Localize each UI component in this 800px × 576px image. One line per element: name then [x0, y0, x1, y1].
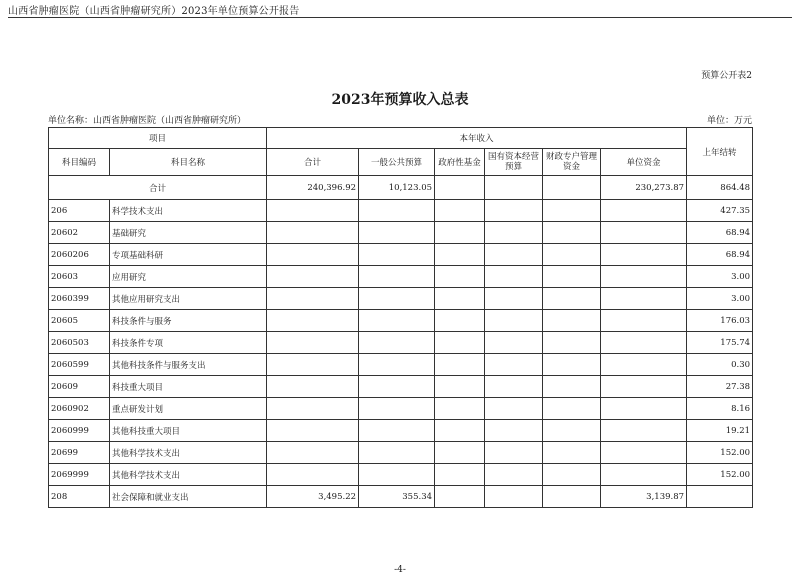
- cell-unit-fund: [601, 244, 687, 266]
- table-row: [49, 376, 753, 398]
- cell-total: [267, 266, 359, 288]
- table-row: [49, 288, 753, 310]
- cell-gov-fund: [435, 310, 485, 332]
- document-header-title: 山西省肿瘤医院（山西省肿瘤研究所）2023年单位预算公开报告: [8, 6, 300, 17]
- cell-total: [267, 200, 359, 222]
- cell-state-capital: [485, 266, 543, 288]
- cell-prev-balance: 3.00: [687, 288, 753, 310]
- cell-state-capital: [485, 310, 543, 332]
- cell-prev-balance: [687, 486, 753, 508]
- cell-total: [267, 354, 359, 376]
- header-income-group: 本年收入: [267, 128, 687, 149]
- cell-general-budget: [359, 398, 435, 420]
- cell-general-budget: [359, 354, 435, 376]
- cell-state-capital: [485, 288, 543, 310]
- cell-name: 科技条件专项: [110, 332, 267, 354]
- cell-unit-fund: [601, 222, 687, 244]
- cell-total: [267, 288, 359, 310]
- cell-name: 其他应用研究支出: [110, 288, 267, 310]
- cell-state-capital: [485, 420, 543, 442]
- cell-code: 20603: [49, 266, 110, 288]
- cell-prev-balance: 152.00: [687, 442, 753, 464]
- cell-state-capital: [485, 376, 543, 398]
- cell-name: 其他科学技术支出: [110, 464, 267, 486]
- cell-gov-fund: [435, 398, 485, 420]
- cell-prev-balance: 176.03: [687, 310, 753, 332]
- total-row-gov-fund: [435, 176, 485, 200]
- cell-state-capital: [485, 398, 543, 420]
- cell-special-fund: [543, 420, 601, 442]
- cell-unit-fund: [601, 354, 687, 376]
- cell-unit-fund: [601, 442, 687, 464]
- cell-gov-fund: [435, 464, 485, 486]
- cell-state-capital: [485, 464, 543, 486]
- total-row-label: 合计: [49, 176, 267, 200]
- cell-code: 2060399: [49, 288, 110, 310]
- cell-gov-fund: [435, 288, 485, 310]
- table-header-row-2: [49, 149, 753, 176]
- cell-unit-fund: [601, 200, 687, 222]
- total-row-total: 240,396.92: [267, 176, 359, 200]
- total-row-general-budget: 10,123.05: [359, 176, 435, 200]
- cell-general-budget: [359, 288, 435, 310]
- cell-gov-fund: [435, 200, 485, 222]
- cell-special-fund: [543, 398, 601, 420]
- cell-code: 2060599: [49, 354, 110, 376]
- cell-gov-fund: [435, 266, 485, 288]
- cell-general-budget: [359, 332, 435, 354]
- header-total: 合计: [267, 149, 359, 176]
- cell-special-fund: [543, 266, 601, 288]
- cell-general-budget: [359, 200, 435, 222]
- cell-unit-fund: [601, 376, 687, 398]
- table-row: [49, 200, 753, 222]
- cell-total: [267, 332, 359, 354]
- cell-unit-fund: 3,139.87: [601, 486, 687, 508]
- table-row: [49, 244, 753, 266]
- cell-name: 专项基础科研: [110, 244, 267, 266]
- cell-name: 基础研究: [110, 222, 267, 244]
- cell-general-budget: [359, 420, 435, 442]
- cell-total: [267, 376, 359, 398]
- table-row: [49, 420, 753, 442]
- cell-name: 科学技术支出: [110, 200, 267, 222]
- header-gov-fund: 政府性基金: [435, 149, 485, 176]
- cell-gov-fund: [435, 222, 485, 244]
- cell-code: 20602: [49, 222, 110, 244]
- cell-general-budget: 355.34: [359, 486, 435, 508]
- cell-total: [267, 244, 359, 266]
- table-row: [49, 354, 753, 376]
- cell-unit-fund: [601, 398, 687, 420]
- cell-code: 2060902: [49, 398, 110, 420]
- header-general-budget: 一般公共预算: [359, 149, 435, 176]
- cell-special-fund: [543, 354, 601, 376]
- cell-general-budget: [359, 266, 435, 288]
- cell-code: 208: [49, 486, 110, 508]
- cell-total: [267, 464, 359, 486]
- table-row: [49, 464, 753, 486]
- cell-prev-balance: 0.30: [687, 354, 753, 376]
- header-unit-fund: 单位资金: [601, 149, 687, 176]
- cell-prev-balance: 27.38: [687, 376, 753, 398]
- cell-code: 20605: [49, 310, 110, 332]
- cell-total: [267, 222, 359, 244]
- cell-name: 重点研发计划: [110, 398, 267, 420]
- cell-gov-fund: [435, 354, 485, 376]
- cell-gov-fund: [435, 420, 485, 442]
- cell-special-fund: [543, 200, 601, 222]
- header-prev-balance: 上年结转: [687, 128, 753, 176]
- cell-total: [267, 310, 359, 332]
- cell-name: 其他科技重大项目: [110, 420, 267, 442]
- cell-unit-fund: [601, 332, 687, 354]
- cell-general-budget: [359, 222, 435, 244]
- cell-prev-balance: 175.74: [687, 332, 753, 354]
- cell-state-capital: [485, 222, 543, 244]
- cell-prev-balance: 8.16: [687, 398, 753, 420]
- cell-general-budget: [359, 464, 435, 486]
- page-number: -4-: [394, 565, 406, 575]
- cell-general-budget: [359, 310, 435, 332]
- table-row: [49, 486, 753, 508]
- cell-code: 20609: [49, 376, 110, 398]
- cell-total: [267, 420, 359, 442]
- cell-code: 2069999: [49, 464, 110, 486]
- cell-special-fund: [543, 442, 601, 464]
- cell-unit-fund: [601, 288, 687, 310]
- cell-code: 2060206: [49, 244, 110, 266]
- cell-prev-balance: 68.94: [687, 244, 753, 266]
- cell-state-capital: [485, 332, 543, 354]
- cell-gov-fund: [435, 442, 485, 464]
- cell-code: 2060999: [49, 420, 110, 442]
- cell-special-fund: [543, 486, 601, 508]
- table-row: [49, 398, 753, 420]
- cell-state-capital: [485, 442, 543, 464]
- cell-unit-fund: [601, 464, 687, 486]
- cell-special-fund: [543, 464, 601, 486]
- cell-name: 社会保障和就业支出: [110, 486, 267, 508]
- table-row: [49, 310, 753, 332]
- unit-name-label: 单位名称：山西省肿瘤医院（山西省肿瘤研究所）: [48, 116, 247, 126]
- cell-general-budget: [359, 244, 435, 266]
- cell-special-fund: [543, 244, 601, 266]
- cell-state-capital: [485, 486, 543, 508]
- report-title: 2023年预算收入总表: [331, 92, 469, 108]
- header-name: 科目名称: [110, 149, 267, 176]
- budget-income-table: [48, 127, 753, 508]
- cell-state-capital: [485, 354, 543, 376]
- cell-code: 206: [49, 200, 110, 222]
- table-header-row-1: [49, 128, 753, 149]
- cell-special-fund: [543, 222, 601, 244]
- table-row: [49, 442, 753, 464]
- total-row: [49, 176, 753, 200]
- cell-gov-fund: [435, 376, 485, 398]
- cell-prev-balance: 19.21: [687, 420, 753, 442]
- cell-prev-balance: 427.35: [687, 200, 753, 222]
- cell-state-capital: [485, 200, 543, 222]
- cell-prev-balance: 152.00: [687, 464, 753, 486]
- cell-special-fund: [543, 332, 601, 354]
- cell-unit-fund: [601, 420, 687, 442]
- cell-unit-fund: [601, 266, 687, 288]
- cell-general-budget: [359, 442, 435, 464]
- cell-name: 科技重大项目: [110, 376, 267, 398]
- table-number-label: 预算公开表2: [701, 71, 752, 81]
- cell-prev-balance: 68.94: [687, 222, 753, 244]
- cell-general-budget: [359, 376, 435, 398]
- table-row: [49, 222, 753, 244]
- cell-special-fund: [543, 288, 601, 310]
- cell-state-capital: [485, 244, 543, 266]
- cell-gov-fund: [435, 244, 485, 266]
- cell-name: 科技条件与服务: [110, 310, 267, 332]
- cell-name: 其他科技条件与服务支出: [110, 354, 267, 376]
- cell-name: 其他科学技术支出: [110, 442, 267, 464]
- cell-special-fund: [543, 376, 601, 398]
- header-divider: [8, 17, 792, 18]
- total-row-special-fund: [543, 176, 601, 200]
- total-row-prev-balance: 864.48: [687, 176, 753, 200]
- header-item-group: 项目: [49, 128, 267, 149]
- cell-code: 2060503: [49, 332, 110, 354]
- cell-special-fund: [543, 310, 601, 332]
- cell-gov-fund: [435, 332, 485, 354]
- header-state-capital: 国有资本经营预算: [485, 149, 543, 176]
- total-row-state-capital: [485, 176, 543, 200]
- cell-code: 20699: [49, 442, 110, 464]
- cell-total: 3,495.22: [267, 486, 359, 508]
- header-code: 科目编码: [49, 149, 110, 176]
- currency-unit-label: 单位：万元: [706, 116, 752, 126]
- cell-prev-balance: 3.00: [687, 266, 753, 288]
- cell-total: [267, 398, 359, 420]
- table-row: [49, 332, 753, 354]
- cell-gov-fund: [435, 486, 485, 508]
- total-row-unit-fund: 230,273.87: [601, 176, 687, 200]
- cell-unit-fund: [601, 310, 687, 332]
- cell-total: [267, 442, 359, 464]
- table-row: [49, 266, 753, 288]
- header-special-fund: 财政专户管理资金: [543, 149, 601, 176]
- cell-name: 应用研究: [110, 266, 267, 288]
